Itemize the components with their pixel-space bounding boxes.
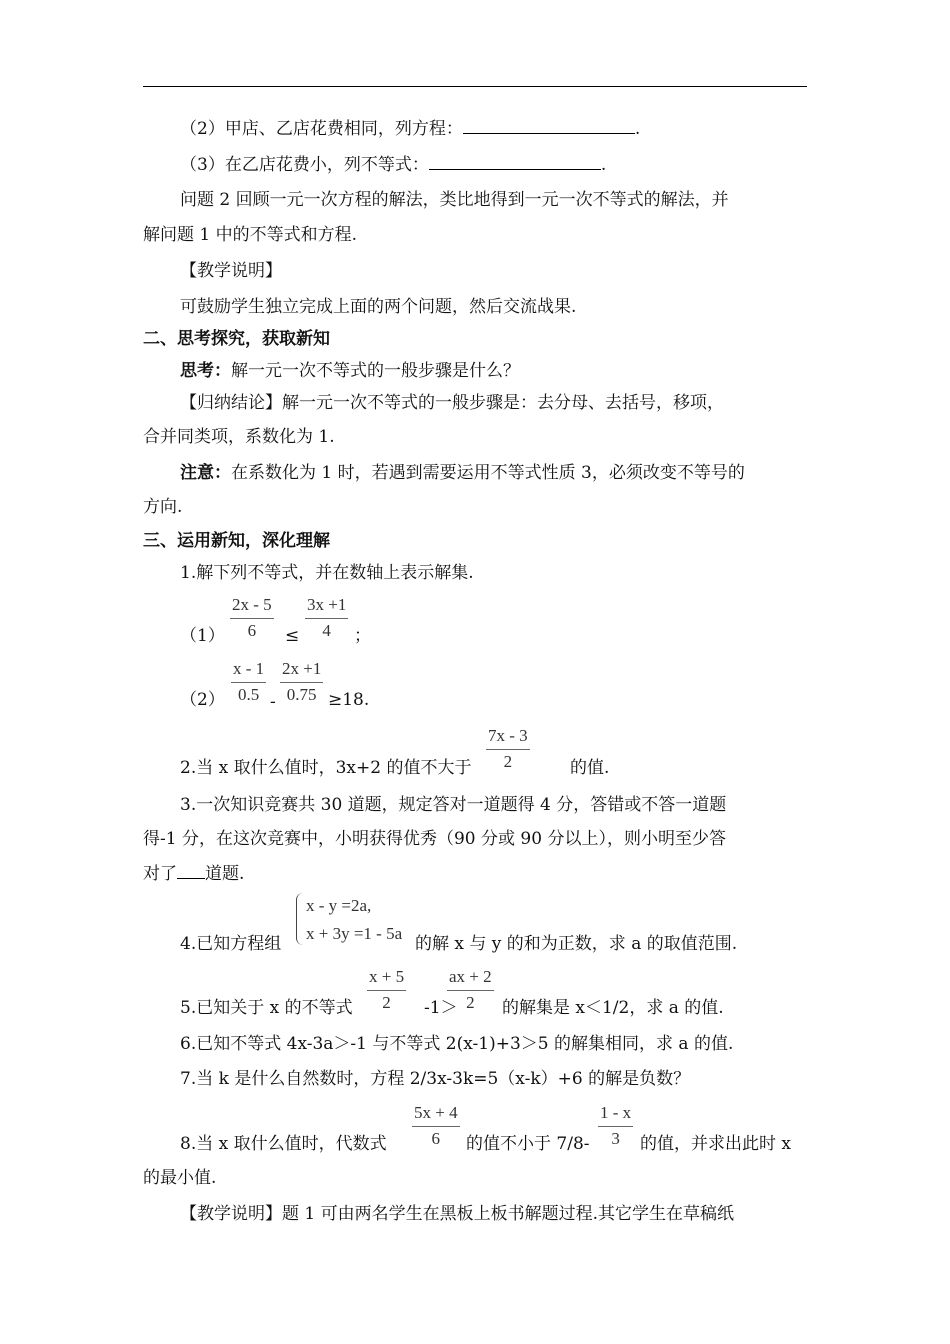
fraction-9 bbox=[598, 1103, 633, 1149]
header-rule bbox=[143, 86, 807, 87]
exercise5-text-b: 的解集是 x＜1/2，求 a 的值. bbox=[502, 998, 724, 1018]
fraction-numerator: x - 1 bbox=[233, 659, 265, 678]
fraction-denominator: 0.75 bbox=[286, 685, 317, 704]
exercise6-text: 6.已知不等式 4x-3a＞-1 与不等式 2(x-1)+3＞5 的解集相同，求 a 的值. bbox=[180, 1034, 734, 1054]
exercise3-line2: 得-1 分，在这次竞赛中，小明获得优秀（90 分或 90 分以上），则小明至少答 bbox=[143, 829, 726, 849]
answer-blank bbox=[463, 117, 635, 134]
fraction-denominator: 0.5 bbox=[237, 685, 260, 704]
exercise7-text: 7.当 k 是什么自然数时，方程 2/3x-3k=5（x-k）+6 的解是负数？ bbox=[180, 1069, 691, 1089]
think-body: 解一元一次不等式的一般步骤是什么？ bbox=[231, 361, 520, 381]
answer-blank bbox=[429, 153, 601, 170]
fraction-bar bbox=[447, 990, 494, 991]
semicolon: ； bbox=[354, 626, 371, 646]
fraction-numerator: 1 - x bbox=[600, 1103, 632, 1122]
minus-symbol: - bbox=[270, 692, 276, 712]
exercise1-2-label: （2） bbox=[180, 690, 225, 710]
fraction-bar bbox=[598, 1126, 633, 1127]
geq-18: ≥18. bbox=[328, 690, 370, 710]
think-label: 思考： bbox=[180, 361, 231, 381]
attention-label: 注意： bbox=[180, 463, 231, 483]
fraction-denominator: 6 bbox=[247, 621, 257, 640]
exercise5-mid: -1＞ bbox=[424, 998, 458, 1018]
fraction-denominator: 2 bbox=[503, 752, 513, 771]
exercise4-text-b: 的解 x 与 y 的和为正数，求 a 的取值范围. bbox=[415, 934, 738, 954]
exercise8-line2: 的最小值. bbox=[143, 1168, 217, 1188]
exercise2-text-a: 2.当 x 取什么值时，3x+2 的值不大于 bbox=[180, 758, 472, 778]
problem2-line1: 问题 2 回顾一元一次方程的解法，类比地得到一元一次不等式的解法，并 bbox=[180, 190, 729, 210]
fraction-denominator: 6 bbox=[431, 1129, 441, 1148]
fraction-bar bbox=[367, 990, 406, 991]
fraction-bar bbox=[230, 618, 274, 619]
fraction-bar bbox=[305, 618, 348, 619]
q2-text: （2）甲店、乙店花费相同，列方程： bbox=[180, 119, 463, 139]
fraction-denominator: 4 bbox=[322, 621, 331, 640]
fraction-numerator: 2x - 5 bbox=[232, 595, 272, 614]
fraction-denominator: 2 bbox=[466, 993, 475, 1012]
leq-symbol: ≤ bbox=[285, 626, 300, 646]
exercise8-text-c: 的值，并求出此时 x bbox=[640, 1134, 791, 1154]
fraction-bar bbox=[280, 682, 323, 683]
fraction-7 bbox=[447, 967, 494, 1013]
exercise1-1-label: （1） bbox=[180, 626, 225, 646]
section2-heading: 二、思考探究，获取新知 bbox=[143, 329, 330, 349]
exercise8-text-b: 的值不小于 7/8- bbox=[466, 1134, 590, 1154]
teaching-note-body: 可鼓励学生独立完成上面的两个问题，然后交流战果. bbox=[180, 297, 577, 317]
think-line bbox=[180, 360, 520, 382]
fraction-denominator: 3 bbox=[611, 1129, 620, 1148]
fraction-1 bbox=[230, 595, 274, 641]
fraction-numerator: x + 5 bbox=[369, 967, 405, 986]
exercise3-line3 bbox=[143, 862, 244, 885]
fraction-4 bbox=[280, 659, 323, 705]
fraction-numerator: 7x - 3 bbox=[488, 726, 528, 745]
exercise3-text-a: 对了 bbox=[143, 864, 177, 884]
exercise3-text-b: 道题. bbox=[205, 864, 245, 884]
attention-line2: 方向. bbox=[143, 497, 183, 517]
system-row1: x - y =2a, bbox=[306, 896, 372, 915]
fraction-bar bbox=[412, 1126, 460, 1127]
attention-line bbox=[180, 462, 745, 484]
exercise4-text-a: 4.已知方程组 bbox=[180, 934, 282, 954]
fraction-bar bbox=[231, 682, 266, 683]
fraction-5 bbox=[486, 726, 530, 772]
exercise1-text: 1.解下列不等式，并在数轴上表示解集. bbox=[180, 563, 474, 583]
fraction-8 bbox=[412, 1103, 460, 1149]
system-row2: x + 3y =1 - 5a bbox=[306, 924, 403, 943]
attention-body: 在系数化为 1 时，若遇到需要运用不等式性质 3，必须改变不等号的 bbox=[231, 463, 745, 483]
q2-equation-line: （2）甲店、乙店花费相同，列方程： . bbox=[180, 119, 641, 139]
fraction-numerator: 2x +1 bbox=[282, 659, 322, 678]
fraction-numerator: 3x +1 bbox=[307, 595, 347, 614]
teaching-note-title: 【教学说明】 bbox=[180, 261, 282, 281]
q3-inequality-line: （3）在乙店花费小，列不等式： . bbox=[180, 155, 607, 175]
fraction-6 bbox=[367, 967, 406, 1013]
problem2-line2: 解问题 1 中的不等式和方程. bbox=[143, 225, 358, 245]
conclusion-line1: 【归纳结论】解一元一次不等式的一般步骤是：去分母、去括号，移项， bbox=[180, 393, 724, 413]
section3-heading: 三、运用新知，深化理解 bbox=[143, 531, 330, 551]
exercise5-text-a: 5.已知关于 x 的不等式 bbox=[180, 998, 353, 1018]
teaching-note2: 【教学说明】题 1 可由两名学生在黑板上板书解题过程.其它学生在草稿纸 bbox=[180, 1204, 735, 1224]
conclusion-line2: 合并同类项，系数化为 1. bbox=[143, 427, 335, 447]
fraction-denominator: 2 bbox=[382, 993, 391, 1012]
fraction-2 bbox=[305, 595, 348, 641]
exercise8-text-a: 8.当 x 取什么值时，代数式 bbox=[180, 1134, 387, 1154]
exercise2-text-b: 的值. bbox=[570, 758, 610, 778]
fraction-numerator: 5x + 4 bbox=[414, 1103, 458, 1122]
system-brace bbox=[296, 893, 303, 945]
answer-blank bbox=[177, 862, 205, 879]
fraction-bar bbox=[486, 749, 530, 750]
exercise3-line1: 3.一次知识竞赛共 30 道题，规定答对一道题得 4 分，答错或不答一道题 bbox=[180, 795, 727, 815]
fraction-3 bbox=[231, 659, 266, 705]
fraction-numerator: ax + 2 bbox=[449, 967, 492, 986]
q3-text: （3）在乙店花费小，列不等式： bbox=[180, 155, 429, 175]
